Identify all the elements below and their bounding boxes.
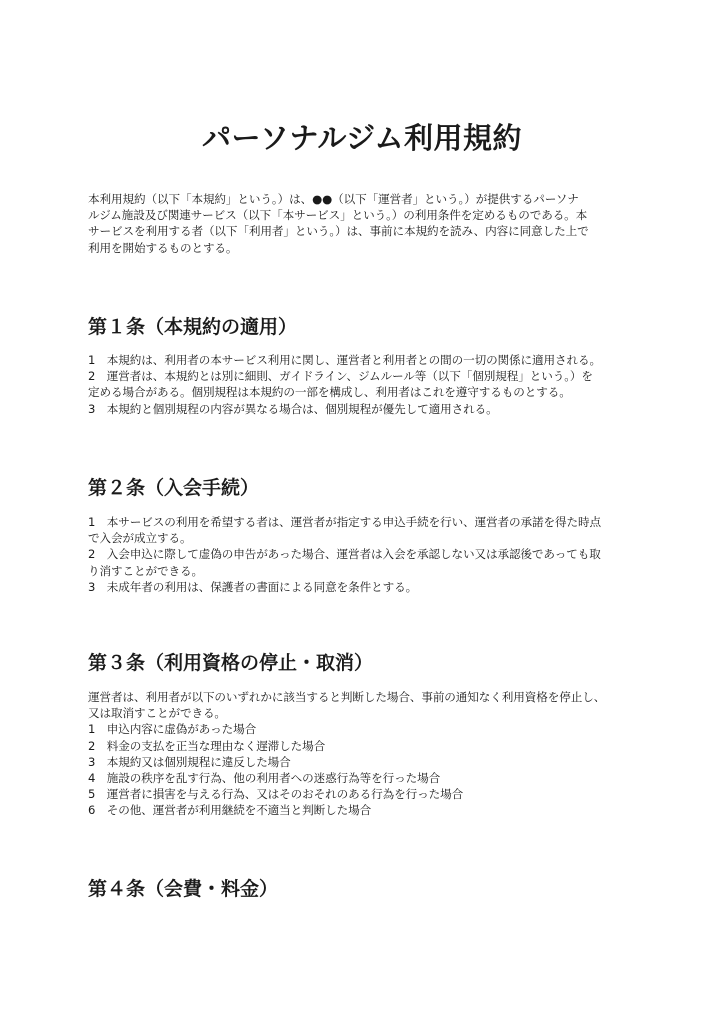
article-2-body bbox=[88, 514, 648, 595]
article-4-heading: 第４条（会費・料金） bbox=[88, 878, 279, 900]
intro-line: サービスを利用する者（以下「利用者」という。）は、事前に本規約を読み、内容に同意した上で bbox=[88, 224, 589, 239]
article-3-body bbox=[88, 689, 648, 819]
article-line: 1 本サービスの利用を希望する者は、運営者が指定する申込手続を行い、運営者の承諾を得た時点 bbox=[88, 515, 602, 529]
article-line: 1 本規約は、利用者の本サービス利用に関し、運営者と利用者との間の一切の関係に適用される。 bbox=[88, 353, 602, 367]
intro-paragraph bbox=[88, 191, 648, 256]
article-3-heading: 第３条（利用資格の停止・取消） bbox=[88, 652, 374, 674]
article-line: 又は取消すことができる。 bbox=[88, 706, 226, 721]
article-line: 4 施設の秩序を乱す行為、他の利用者への迷惑行為等を行った場合 bbox=[88, 771, 441, 786]
intro-line: 利用を開始するものとする。 bbox=[88, 240, 238, 255]
article-line: 2 入会申込に際して虚偽の申告があった場合、運営者は入会を承認しない又は承認後であっても取 bbox=[88, 547, 601, 562]
article-line: 6 その他、運営者が利用継続を不適当と判断した場合 bbox=[88, 803, 372, 818]
article-line: 3 本規約と個別規程の内容が異なる場合は、個別規程が優先して適用される。 bbox=[88, 401, 498, 416]
article-line: 3 未成年者の利用は、保護者の書面による同意を条件とする。 bbox=[88, 579, 418, 594]
article-line: 2 料金の支払を正当な理由なく遅滞した場合 bbox=[88, 738, 326, 753]
article-line: 2 運営者は、本規約とは別に細則、ガイドライン、ジムルール等（以下「個別規程」という。）を bbox=[88, 369, 593, 384]
article-2-heading: 第２条（入会手続） bbox=[88, 477, 260, 499]
article-line: 5 運営者に損害を与える行為、又はそのおそれのある行為を行った場合 bbox=[88, 787, 464, 802]
article-line: で入会が成立する。 bbox=[88, 531, 192, 546]
article-line: り消すことができる。 bbox=[88, 563, 203, 578]
article-1-heading: 第１条（本規約の適用） bbox=[88, 316, 298, 338]
article-line: 3 本規約又は個別規程に違反した場合 bbox=[88, 754, 291, 769]
intro-line: ルジム施設及び関連サービス（以下「本サービス」という。）の利用条件を定めるものである。本 bbox=[88, 208, 588, 223]
document-title: パーソナルジム利用規約 bbox=[201, 121, 522, 155]
article-line: 1 申込内容に虚偽があった場合 bbox=[88, 722, 257, 737]
intro-line: 本利用規約（以下「本規約」という。）は、●●（以下「運営者」という。）が提供するパーソナ bbox=[88, 192, 579, 206]
article-line: 運営者は、利用者が以下のいずれかに該当すると判断した場合、事前の通知なく利用資格を停止し、 bbox=[88, 690, 606, 704]
article-1-body bbox=[88, 352, 648, 417]
article-line: 定める場合がある。個別規程は本規約の一部を構成し、利用者はこれを遵守するものとする。 bbox=[88, 385, 571, 400]
